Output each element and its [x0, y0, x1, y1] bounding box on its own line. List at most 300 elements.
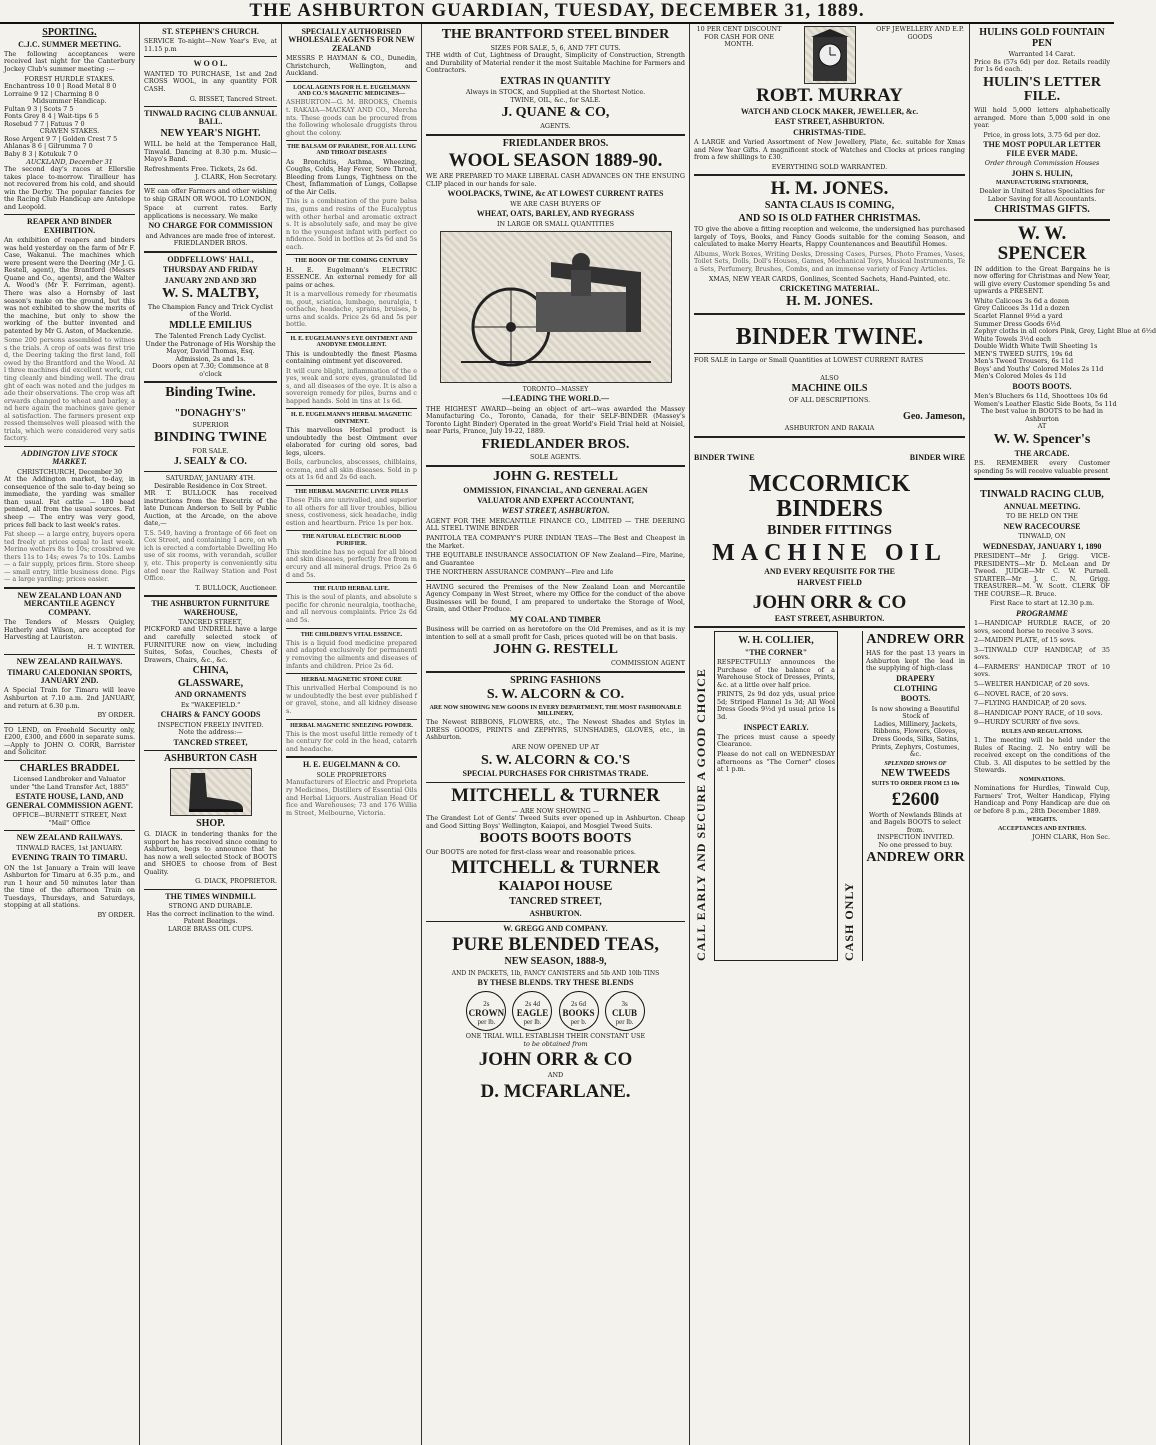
mcfarlane: D. MCFARLANE. — [480, 1080, 631, 1102]
hurdle-row: Lorraine 9 12 | Charming 8 0 — [4, 89, 99, 98]
binding-twine: BINDING TWINE — [154, 430, 267, 446]
addington-heading: ADDINGTON LIVE STOCK MARKET. — [21, 448, 118, 467]
bisset-sig: G. BISSET, Tancred Street. — [189, 94, 277, 103]
bullock-sig: T. BULLOCK, Auctioneer. — [195, 583, 277, 592]
spencer-text: IN addition to the Great Bargains he is now offering for Christmas and New Year, will give every Customer spending 5s and upwards a PRESENT. — [974, 264, 1110, 296]
coal-heading: MY COAL AND TIMBER — [510, 614, 601, 624]
tea-price: 2s — [483, 1000, 490, 1009]
wheat: WHEAT, OATS, BARLEY, AND RYEGRASS — [476, 209, 635, 219]
craven-row: Baby 8 3 | Kotukuk 7 0 — [4, 150, 78, 158]
column-2 — [140, 24, 282, 1445]
orr-address: EAST STREET, ASHBURTON. — [774, 613, 885, 623]
alcorn: S. W. ALCORN & CO. — [486, 687, 625, 703]
murray-heading: ROBT. MURRAY — [756, 85, 903, 106]
binder-twine: BINDER TWINE. — [735, 324, 924, 351]
agents-text: MESSRS P. HAYMAN & CO., Dunedin, Christchurch, Wellington, and Auckland. — [286, 54, 417, 78]
brantford-sizes: SIZES FOR SALE, 5, 6, AND 7FT CUTS. — [490, 43, 621, 52]
vertical-call-early: CALL EARLY AND SECURE A GOOD CHOICE — [694, 668, 708, 962]
cjc-intro: The following acceptances were received last night for the Canterbury Jockey Club's summer meeting :— — [4, 49, 135, 73]
alcorn-sub: ARE NOW SHOWING NEW GOODS IN EVERY DEPARTMENT, THE MOST FASHIONABLE MILLINERY, — [429, 704, 682, 718]
ornaments: AND ORNAMENTS — [174, 690, 247, 700]
nz-loan-sig: H. T. WINTER. — [87, 642, 135, 651]
furniture-text: PICKFORD and UNDRELL have a large and carefully selected stock of FURNITURE now on view, including Suites, Sofas, Couches, Chests of Drawers, Chairs, &c., &c. — [144, 625, 277, 664]
eye-body: It will cure blight, inflammation of the eyes, weak and sore eyes, granulated lids, and all diseases of the eye. It is also a sovereign remedy for piles, burns and chapped hands. Sold in tins at 1s 6d. — [286, 366, 417, 405]
clock-icon — [805, 27, 855, 83]
boots-banner: BOOTS BOOTS BOOTS — [479, 831, 632, 847]
price-gross: Price, in gross lots, 3.75 6d per doz. — [983, 130, 1101, 139]
acceptances: ACCEPTANCES AND ENTRIES. — [997, 825, 1087, 832]
sporting-heading: SPORTING. — [42, 27, 97, 38]
liver-heading: THE HERBAL MAGNETIC LIVER PILLS — [294, 488, 409, 495]
boom-body: It is a marvellous remedy for rheumatism, gout, sciatica, lumbago, neuralgia, toothache, headache, sprains, bruises, burns and scalds. Price 2s 6d and 5s per bottle. — [286, 290, 417, 329]
dealer: Dealer in United States Specialties for Labor Saving for all Accountants. — [979, 187, 1105, 203]
best-value: The best value in BOOTS to be had in Ashburton — [980, 407, 1104, 423]
andrew-orr-box — [862, 631, 965, 961]
letter-file: HULIN'S LETTER FILE. — [983, 74, 1101, 105]
discount: 10 PER CENT DISCOUNT FOR CASH FOR ONE MONTH. — [696, 25, 782, 49]
showing-col5: Is now showing a Beautiful Stock of — [871, 704, 960, 721]
hulins-price: Price 8s (57s 6d) per doz. Retails readily for 1s 6d each. — [974, 57, 1110, 74]
every-requisite: AND EVERY REQUISITE FOR THE — [764, 567, 895, 577]
braddel-text: Licensed Landbroker and Valuator under "the Land Transfer Act, 1885" — [10, 775, 129, 791]
gregg: W. GREGG AND COMPANY. — [503, 923, 608, 933]
jones-heading: H. M. JONES. — [770, 178, 889, 200]
christmas-tide: CHRISTMAS-TIDE. — [793, 127, 866, 137]
brantford-heading: THE BRANTFORD STEEL BINDER — [441, 27, 670, 42]
reaper-text: An exhibition of reapers and binders was held yesterday on the farm of Mr F. Case, Wakanui. The machines which were present were the Deering (Mr J. G. Restell, agent), the Brantford (Messrs Quane and Co., agents), and the Walter A. Wood's (Mr F. Ferriman, agent). There was also a Hornsby of last season's make on the ground, but this was not exhibited to show the merits of the machine, but only to show the working of the butter invented and patented by Mr G. Aston, of Mackenzie. — [4, 236, 135, 335]
ladies: Ladies, Millinery, Jackets, Ribbons, Flowers, Gloves, Dress Goods, Silks, Satins, Prints, Zephyrs, Costumes, &c. — [871, 719, 960, 759]
maltby-heading: W. S. MALTBY, — [162, 285, 259, 301]
machine-oil: MACHINE OIL — [712, 539, 947, 566]
list-item: White Towels 3½d each — [974, 334, 1051, 343]
new-tweeds: NEW TWEEDS — [881, 767, 950, 779]
strong: STRONG AND DURABLE. — [168, 902, 253, 911]
santa: SANTA CLAUS IS COMING, — [764, 200, 895, 212]
stone-heading: HERBAL MAGNETIC STONE CURE — [301, 677, 402, 684]
boot-illustration — [170, 768, 252, 816]
also: ALSO — [820, 373, 839, 382]
john-orr: JOHN ORR & CO — [478, 1049, 633, 1071]
race-item: 6—NOVEL RACE, of 20 sovs. — [974, 689, 1069, 698]
tinwald-races: TINWALD RACES, 1st JANUARY. — [16, 843, 123, 852]
wool-season-text: WE ARE PREPARED TO MAKE LIBERAL CASH ADVANCES ON THE ENSUING CLIP placed in our hands for sale. — [426, 172, 685, 188]
local-body: ASHBURTON—G. M. BROOKS, Chemist. RAKAIA—MACKAY AND CO., Merchants. These goods can be procured from the following wholesale druggists throughout the colony. — [286, 98, 417, 137]
wool-season: WOOL SEASON 1889-90. — [448, 150, 663, 172]
andrew-orr: ANDREW ORR — [866, 632, 965, 648]
harvest-field: HARVEST FIELD — [797, 577, 862, 587]
chairs: CHAIRS & FANCY GOODS — [160, 710, 261, 720]
order-through: Order through Commission Houses — [984, 158, 1100, 167]
rules: RULES AND REGULATIONS. — [1001, 728, 1083, 735]
addington-body: Fat sheep — a large entry, buyers operated freely at prices equal to last week. Merino wethers 8s to 10s; crossbred wethers 11s to 14s; ewes 7s to 10s. Lambs — a fair supply, prices firm. Store sheep — small entry, little business done. Pigs — a large yarding; prices easier. — [4, 530, 135, 584]
closed: Please do not call on WEDNESDAY afternoons as "The Corner" closes at 1 p.m. — [717, 750, 835, 774]
quane-agents: AGENTS. — [540, 122, 571, 131]
cash-buyers: WE ARE CASH BUYERS OF — [510, 199, 601, 208]
tancred-street: TANCRED STREET, — [178, 617, 243, 626]
racecourse: NEW RACECOURSE — [1003, 521, 1081, 531]
agents-heading: SPECIALLY AUTHORISED WHOLESALE AGENTS FOR NEW ZEALAND — [288, 27, 415, 53]
tea-price: 3s — [621, 1000, 628, 1009]
brantford-text: THE width of Cut, Lightness of Draught, Simplicity of Construction, Strength and Durability of Material render it the most Suitable Machine for Farmers and Contractors. — [426, 51, 685, 75]
machine-oils: MACHINE OILS — [791, 383, 868, 395]
wool-text: WANTED TO PURCHASE, 1st and 2nd CROSS WOOL, in any quantity FOR CASH. — [144, 69, 277, 93]
watch: WATCH AND CLOCK MAKER, JEWELLER, &c. — [740, 106, 919, 116]
column-4 — [422, 24, 690, 1445]
binding-heading: Binding Twine. — [165, 385, 256, 401]
herbal-body: Boils, carbuncles, abscesses, chilblains, eczema, and all skin diseases. Sold in pots at 1s 6d and 2s 6d each. — [286, 458, 417, 482]
race-item: 9—HURDY SCURRY of five sovs. — [974, 718, 1080, 727]
nominations-text: Nominations for Hurdles, Tinwald Cup, Farmers' Trot, Welter Handicap, Flying Handicap and Pony Handicap are due on or before 8 p.m., 28th December 1889. — [974, 784, 1110, 815]
jones-2: H. M. JONES. — [786, 294, 873, 310]
braddel-heading: CHARLES BRADDEL — [19, 762, 120, 774]
at: AT — [1037, 422, 1047, 431]
binder-text: FOR SALE in Large or Small Quantities at LOWEST CURRENT RATES — [694, 356, 924, 365]
oddfellows-heading: ODDFELLOWS' HALL, — [167, 254, 254, 264]
santa-2: AND SO IS OLD FATHER CHRISTMAS. — [738, 212, 921, 224]
the-corner: "THE CORNER" — [744, 647, 808, 657]
craven-heading: CRAVEN STAKES. — [39, 127, 100, 136]
midsummer-row: Rosebud 7 7 | Fatuus 7 0 — [4, 119, 85, 128]
list-item: Summer Dress Goods 6½d — [974, 319, 1061, 328]
jones-text: TO give the above a fitting reception and welcome, the undersigned has purchased largely of Toys, Books, and Fancy Goods suitable for the coming Season, and calculated to make Merry Hearts, Happy Countenances and Beautiful Homes. — [694, 225, 965, 249]
amount: £2600 — [891, 788, 940, 810]
restell-2: JOHN G. RESTELL — [493, 642, 618, 658]
spencers: W. W. Spencer's — [993, 432, 1091, 448]
windmill-text: Has the correct inclination to the wind. Patent Bearings. — [146, 909, 275, 926]
ashburton-col4: ASHBURTON. — [529, 908, 582, 918]
tea-badge — [559, 991, 599, 1031]
patronage: Under the Patronage of His Worship the Mayor, David Thomas, Esq. — [145, 339, 276, 356]
boom-text: H. E. Eugelmann's ELECTRIC ESSENCE. An external remedy for all pains or aches. — [286, 265, 417, 289]
liver-body: These Pills are unrivalled, and superior to all others for all liver troubles, biliousness, costiveness, sick headache, indigestion and heartburn. Price 1s per box. — [286, 496, 417, 527]
tea-name: EAGLE — [516, 1007, 549, 1018]
sealy: J. SEALY & CO. — [174, 456, 247, 468]
rail2-heading: NEW ZEALAND RAILWAYS. — [16, 833, 123, 843]
balsam-heading: THE BALSAM OF PARADISE, FOR ALL LUNG AND THROAT DISEASES — [287, 144, 416, 157]
arcade: THE ARCADE. — [1014, 448, 1070, 458]
john-hulin: JOHN S. HULIN, — [1011, 168, 1073, 178]
race-item: 5—WELTER HANDICAP, of 20 sovs. — [974, 680, 1090, 688]
column-3 — [282, 24, 422, 1445]
columns — [0, 24, 1156, 1445]
tancred-street-2: TANCRED STREET, — [173, 737, 248, 747]
list-item: Men's Colored Moles 4s 11d — [974, 372, 1067, 381]
cash-heading: ASHBURTON CASH — [163, 753, 258, 765]
nominations: NOMINATIONS. — [1019, 776, 1065, 783]
jameson: Geo. Jameson, — [903, 411, 965, 423]
clearance: The prices must cause a speedy Clearance. — [717, 732, 835, 749]
fluid-heading: THE FLUID HERBAL LIFE. — [313, 586, 390, 593]
list-item: Women's Leather Elastic Side Boots, 5s 11d — [974, 399, 1117, 408]
boot-icon — [171, 769, 251, 815]
church-heading: ST. STEPHEN'S CHURCH. — [162, 27, 259, 36]
auckland-date: AUCKLAND, December 31 — [26, 157, 113, 166]
hulins-heading: HULINS GOLD FOUNTAIN PEN — [979, 27, 1105, 49]
spencer-list — [974, 296, 1156, 381]
stock: Always in STOCK, and Supplied at the Shortest Notice. — [465, 88, 646, 97]
newyear-text: WILL be held at the Temperance Hall, Tinwald. Dancing at 8.30 p.m. Music—Mayo's Band. — [144, 140, 277, 164]
andrew-text: HAS for the past 13 years in Ashburton kept the lead in the supplying of high-class — [866, 648, 965, 673]
race-item: 7—FLYING HANDICAP, of 20 sovs. — [974, 699, 1087, 708]
nz-loan-text: The Tenders of Messrs Quigley, Hatherly and Wilson, are accepted for Harvesting at Lauriston. — [4, 618, 135, 642]
boots-heading: BOOTS BOOTS. — [1012, 381, 1072, 391]
by-order-2: BY ORDER. — [97, 910, 135, 919]
first-race: First Race to start at 12.30 p.m. — [989, 599, 1095, 608]
nz-loan-heading: NEW ZEALAND LOAN AND MERCANTILE AGENCY COMPANY. — [17, 590, 122, 617]
list-item: Scarlet Flannel 9½d a yard — [974, 311, 1063, 320]
having-text: HAVING secured the Premises of the New Zealand Loan and Mercantile Agency Company in West Street, where my Office for the conduct of the above Businesses will be found, I am prepared to undertake the Storage of Wool, Grain, and Other Produce. — [426, 582, 685, 614]
local-agents: LOCAL AGENTS FOR H. E. EUGELMANN AND CO.'S MAGNETIC MEDICINES— — [293, 84, 410, 98]
list-item: MEN'S TWEED SUITS, 19s 6d — [974, 349, 1073, 358]
hurdle-row: Midsummer Handicap. — [32, 97, 107, 106]
restell-sub: OMMISSION, FINANCIAL, AND GENERAL AGEN — [463, 485, 648, 495]
murray-top — [694, 26, 965, 84]
valuator: VALUATOR AND EXPERT ACCOUNTANT, — [477, 496, 634, 506]
leading: —LEADING THE WORLD.— — [501, 394, 610, 404]
officers: PRESIDENT—Mr J. Grigg. VICE-PRESIDENTS—Mr D. McLean and Dr Tweed. JUDGE—Mr C. W. Purnell. STARTER—Mr J. C. N. Grigg. TREASURER—M. W. Scott. CLERK OF THE COURSE—R. Bruce. — [974, 551, 1110, 598]
list-item: Zephyr cloths in all colors Pink, Grey, Light Blue at 6½d — [974, 327, 1156, 336]
masthead — [0, 0, 1114, 24]
brass-cups: LARGE BRASS OIL CUPS. — [167, 924, 254, 933]
hurdle-row: Enchantress 10 0 | Road Metal 8 0 — [4, 82, 117, 91]
tea-badge — [512, 991, 552, 1031]
boots-col5: BOOTS. — [900, 694, 931, 704]
tancred-street-col4: TANCRED STREET, — [509, 896, 602, 908]
herbal-heading: H. E. EUGELMANN'S HERBAL MAGNETIC OINTMENT. — [290, 412, 413, 425]
race-item: 8—HANDICAP PONY RACE, of 10 sovs. — [974, 708, 1103, 717]
boots-list — [974, 392, 1117, 408]
timaru-heading: TIMARU CALEDONIAN SPORTS, JANUARY 2ND. — [7, 667, 132, 686]
showing: — ARE NOW SHOWING — — [511, 806, 600, 815]
clark-sig-col6: JOHN CLARK, Hon Sec. — [1032, 832, 1110, 841]
mitchell-text: The Grandest Lot of Gents' Tweed Suits ever opened up in Ashburton. Cheap and Good Sitting Boys' Wellington, Kaiapoi, and Mosgiel Tweed Suits. — [426, 814, 685, 830]
weights: WEIGHTS. — [1026, 817, 1058, 824]
superior: SUPERIOR — [192, 420, 229, 429]
east-street: EAST STREET, ASHBURTON. — [774, 117, 885, 127]
binder-row — [694, 452, 965, 464]
sneezing-body: This is the most useful little remedy of the century for cold in the head, catarrh and headache. — [286, 729, 417, 753]
programme: PROGRAMME — [1015, 608, 1068, 618]
forest-hurdle: FOREST HURDLE STAKES. — [24, 74, 115, 83]
sole-agents: SOLE AGENTS. — [530, 453, 581, 462]
midsummer-row: Fultan 9 3 | Scots 7 5 — [4, 104, 74, 113]
timaru-text: A Special Train for Timaru will leave Ashburton at 7.10 a.m. 2nd JANUARY, and return at 6.30 p.m. — [4, 686, 135, 710]
special-purchases: SPECIAL PURCHASES FOR CHRISTMAS TRADE. — [462, 769, 649, 779]
andrew-orr-2: ANDREW ORR — [866, 850, 965, 866]
company: H. E. EUGELMANN & CO. — [302, 760, 401, 770]
collier: W. H. COLLIER, — [738, 635, 814, 647]
cjc-heading: C.J.C. SUMMER MEETING. — [18, 39, 121, 49]
alcorn-text: The Newest RIBBONS, FLOWERS, etc., The Newest Shades and Styles in DRESS GOODS, PRINTS and ZEPHYRS, SUNSHADES, GLOVES, etc., in Ashburton. — [426, 718, 685, 742]
trial: ONE TRIAL WILL ESTABLISH THEIR CONSTANT USE — [465, 1032, 646, 1041]
list-item: Men's Bluchers 6s 11d, Shoottees 10s 6d — [974, 392, 1108, 401]
amount-text: Worth of Newlands Blinds at and Bagels BOOTS to select from. — [869, 810, 962, 834]
friedlander-2: FRIEDLANDER BROS. — [481, 436, 630, 452]
manufacturing: MANUFACTURING STATIONER, — [995, 179, 1088, 186]
wool-heading: W O O L. — [193, 59, 228, 69]
list-item: Grey Calicoes 3s 11d a dozen — [974, 304, 1070, 313]
children-heading: THE CHILDREN'S VITAL ESSENCE. — [300, 631, 403, 638]
tins: AND IN PACKETS, 1lb, FANCY CANISTERS and 5lb AND 10lb TINS — [451, 969, 660, 977]
friedlander-heading: FRIEDLANDER BROS. — [502, 137, 609, 149]
space-text: Space at current rates. Early applications is necessary. We make — [144, 204, 277, 220]
now-open: ARE NOW OPENED UP AT — [511, 743, 600, 752]
bottom-split — [694, 631, 965, 961]
nerve-heading: THE NATURAL ELECTRIC BLOOD PURIFIER. — [301, 534, 402, 547]
refresh-text: Refreshments Free. Tickets, 2s 6d. — [144, 164, 258, 173]
splendid: SPLENDID SHOWS OF — [884, 760, 947, 767]
fittings: BINDER FITTINGS — [767, 523, 892, 539]
mccormick: MCCORMICK BINDERS — [748, 470, 911, 523]
diack-text: G. DIACK in tendering thanks for the support he has received since coming to Ashburton, begs to announce that he has now a well selected Stock of BOOTS and SHOES to choose from of Best Quality. — [144, 830, 277, 876]
company-body: Manufacturers of Electric and Proprietary Medicines, Distillers of Essential Oils and Herbal Liquors. Australian Head Office and Warehouses; 73 and 176 William Street, Melbourne, Victoria. — [286, 778, 417, 817]
rail-heading: NEW ZEALAND RAILWAYS. — [16, 657, 123, 667]
vertical-cash-only: CASH ONLY — [842, 882, 856, 962]
tinwald-club: TINWALD RACING CLUB, — [980, 489, 1104, 501]
cards: XMAS, NEW YEAR CARDS, Gonlines, Scented Sachets, Hand-Painted, etc. — [708, 274, 951, 283]
craven-row: Ahlanas 8 6 | Gilrumma 7 0 — [4, 142, 93, 151]
rules-text: 1. The meeting will be held under the Rules of Racing. 2. No entry will be received except on the conditions of the Club. 3. All disputes to be settled by the Stewards. — [974, 736, 1110, 775]
obtained: to be obtained from — [523, 1039, 588, 1048]
sole-proprietors: SOLE PROPRIETORS — [316, 770, 387, 779]
award-text: THE HIGHEST AWARD—being an object of art—was awarded the Massey Manufacturing Co., Toronto, Canada, for their SELF-BINDER (Massey's Toronto Light Binder) Operated in the great World's Field Trial held at Noisiel, near Paris, France, July 19-22, 1889. — [426, 404, 685, 436]
coal-text: Business will be carried on as heretofore on the Old Premises, and as it is my intention to sell at a small profit for Cash, prices quoted will be on that basis. — [426, 625, 685, 641]
pure-teas: PURE BLENDED TEAS, — [451, 934, 660, 956]
balsam-body: This is a combination of the pure balsams, gums and resins of the Eucalyptus with other herbal and aromatic extracts. It is absolutely safe, and may be given to the youngest infant with perfect confidence. Sold in bottles at 2s 6d and 5s each. — [286, 197, 417, 251]
west-street: WEST STREET, ASHBURTON. — [501, 506, 610, 516]
letter-text: Will hold 5,000 letters alphabetically arranged. More than 5,000 sold in one year. — [974, 106, 1110, 130]
admission: Admission, 2s and 1s. — [175, 354, 246, 363]
repairs: EVERYTHING SOLD WARRANTED. — [771, 162, 888, 171]
inspection: INSPECTION FREELY INVITED. — [157, 720, 264, 729]
tea-name: CROWN — [468, 1007, 505, 1018]
commission-agent: COMMISSION AGENT — [610, 659, 685, 668]
evening-text: ON the 1st January a Train will leave Ashburton for Timaru at 6.35 p.m., and run 1 hour and 50 minutes later than the time of the afternoon Train on Tuesdays, Thursdays, and Saturdays, stopping at all stations. — [4, 863, 135, 910]
toronto: TORONTO—MASSEY — [522, 386, 589, 394]
china: CHINA, — [192, 665, 229, 677]
agent-for: AGENT FOR THE MERCANTILE FINANCE CO., LIMITED — THE DEERING ALL STEEL TWINE BINDER — [426, 516, 685, 533]
diack-sig: G. DIACK, PROPRIETOR. — [195, 877, 277, 886]
eye-heading: H. E. EUGELMANN'S EYE OINTMENT AND ANODYNE EMOLLIENT. — [290, 335, 413, 349]
prints: PRINTS, 2s 9d doz yds, usual price 5d; Striped Flannel 1s 3d; All Wool Dress Goods 9½d yd usual price 1s 3d. — [717, 690, 835, 721]
list-item: Boys' and Youths' Colored Moles 2s 11d — [974, 364, 1104, 373]
warranted: Warranted 14 Carat. — [1008, 50, 1076, 58]
cricket: CRICKETING MATERIAL. — [779, 284, 880, 294]
doors: Doors open at 7.30; Commence at 8 o'clock — [152, 362, 269, 378]
held-on: TO BE HELD ON THE — [1006, 512, 1078, 521]
windmill-heading: THE TIMES WINDMILL — [165, 891, 256, 901]
friedlander-sig: FRIEDLANDER BROS. — [173, 239, 248, 248]
inspection-invited: INSPECTION INVITED. — [876, 833, 955, 842]
panitola: PANITOLA TEA COMPANY'S PURE INDIAN TEAS—The Best and Cheapest in the Market. — [426, 533, 685, 550]
extras: EXTRAS IN QUANTITY — [500, 75, 611, 87]
clothing: CLOTHING — [893, 683, 938, 693]
john-orr-col5: JOHN ORR & CO — [752, 591, 907, 613]
saturday: SATURDAY, JANUARY 4TH. — [165, 473, 256, 482]
try-blends: BY THESE BLENDS. TRY THESE BLENDS — [477, 977, 634, 987]
tea-name: CLUB — [612, 1007, 638, 1018]
collier-box — [714, 631, 838, 961]
column-6 — [970, 24, 1156, 1445]
boots-text: Our BOOTS are noted for first-class wear and reasonable prices. — [426, 847, 636, 856]
binder-wire: BINDER WIRE — [909, 452, 965, 462]
reaper-body: Some 200 persons assembled to witness the trials. A crop of oats was first tried, the Deering taking the first land, followed by the Brantford and the Wood. All three machines did excellent work, cutting cleanly and binding well. The draught of each was noted and the judges made their observations. The crop was afterwards changed to wheat and barley, and here again the machines gave general satisfaction. The farmers present expressed themselves well pleased with the trials, which were considered very satisfactory. — [4, 336, 135, 443]
residence: Desirable Residence in Cox Street. — [153, 481, 268, 490]
equitable: THE EQUITABLE INSURANCE ASSOCIATION OF New Zealand—Fire, Marine, and Guarantee — [426, 551, 685, 567]
eye-text: This is undoubtedly the finest Plasma containing ointment yet discovered. — [286, 349, 417, 366]
twine-oil: TWINE, OIL, &c., for SALE. — [510, 95, 601, 104]
race-item: 2—MAIDEN PLATE, of 15 sovs. — [974, 636, 1076, 645]
woolpacks: WOOLPACKS, TWINE, &c AT LOWEST CURRENT RATES — [447, 189, 664, 199]
craven-row: Rose Argent 9 7 | Golden Crest 7 5 — [4, 134, 118, 143]
kaiapoi-house: KAIAPOI HOUSE — [498, 879, 613, 895]
suits: SUITS TO ORDER FROM £3 10s — [871, 781, 960, 788]
mitchell-heading: MITCHELL & TURNER — [451, 784, 660, 806]
and: AND — [547, 1071, 564, 1080]
for-sale: FOR SALE. — [192, 446, 229, 455]
boom-heading: THE BOON OF THE COMING CENTURY — [294, 258, 409, 265]
glassware: GLASSWARE, — [177, 677, 244, 689]
new-season: NEW SEASON, 1888-9, — [504, 956, 607, 968]
column-1 — [0, 24, 140, 1445]
maltby-sub: The Champion Fancy and Trick Cyclist of the World. — [147, 302, 274, 319]
race-item: 3—TINWALD CUP HANDICAP, of 35 sovs. — [974, 645, 1110, 662]
race-list — [974, 620, 1110, 727]
restell-heading: JOHN G. RESTELL — [493, 469, 618, 484]
tea-unit: per lb. — [615, 1017, 634, 1026]
tea-unit: per lb. — [523, 1017, 542, 1026]
reaper-heading: REAPER AND BINDER EXHIBITION. — [27, 217, 112, 235]
stone-body: This unrivalled Herbal Compound is now undoubtedly the best ever published for gravel, stone, and all kidney diseases. — [286, 684, 417, 715]
no-one-pressed: No one pressed to buy. — [878, 840, 953, 849]
list-item: Double Width White Twill Sheeting 1s — [974, 342, 1098, 351]
furniture-heading: THE ASHBURTON FURNITURE WAREHOUSE, — [151, 599, 270, 617]
list-item: Men's Tweed Trousers, 6s 11d — [974, 357, 1074, 366]
fluid-body: This is the soul of plants, and absolute specific for chronic neuralgia, toothache, and all nervous complaints. Price 2s 6d and 5s. — [286, 593, 417, 625]
jan-dates: JANUARY 2ND AND 3RD — [164, 275, 257, 285]
tea-badge — [605, 991, 645, 1031]
tea-unit: per lb. — [477, 1017, 496, 1026]
northern: THE NORTHERN ASSURANCE COMPANY—Fire and Life — [426, 568, 614, 577]
nerve-body: This medicine has no equal for all blood and skin diseases, perfectly free from mercury and all mineral drugs. Price 2s 6d and 5s. — [286, 547, 417, 579]
tea-unit: per b. — [570, 1017, 587, 1026]
thursday: THURSDAY AND FRIDAY — [162, 265, 259, 275]
tea-price: 2s 4d — [524, 1000, 540, 1009]
race-item: 4—FARMERS' HANDICAP TROT of 10 sovs. — [974, 662, 1110, 679]
masthead-title: THE ASHBURTON GUARDIAN, TUESDAY, DECEMBER 31, 1889. — [249, 0, 865, 21]
reaper-binder-icon — [441, 232, 671, 382]
emilius-heading: MDLLE EMILIUS — [169, 319, 252, 331]
tinwald-ball-heading: TINWALD RACING CLUB ANNUAL BALL. — [144, 109, 277, 127]
estate-heading: ESTATE HOUSE, LAND, AND GENERAL COMMISSION AGENT. — [6, 792, 133, 810]
spring-fashions: SPRING FASHIONS — [510, 674, 601, 686]
binder-illustration — [440, 231, 672, 383]
children-body: This is a liquid food medicine prepared and adapted exclusively for permanently removing the ailments and diseases of infants and children. Price 2s 6d. — [286, 638, 417, 670]
wednesday: WEDNESDAY, JANUARY 1, 1890 — [982, 541, 1102, 551]
tinwald-on: TINWALD, ON — [1018, 532, 1066, 541]
xmas-text: A LARGE and Varied Assortment of New Jewellery, Plate, &c. suitable for Xmas and New Year Gifts. A magnificent stock of Watches and Clocks at prices ranging from a few shillings to £30. — [694, 138, 965, 162]
off-jewellery: OFF JEWELLERY AND E.P. GOODS — [876, 25, 964, 41]
inspect-early: INSPECT EARLY. — [743, 722, 809, 732]
spencer-heading: W. W. SPENCER — [997, 222, 1087, 264]
clark-sig: J. CLARK, Hon Secretary. — [195, 172, 277, 181]
tea-badges — [426, 989, 685, 1033]
annual-meeting: ANNUAL MEETING. — [1003, 501, 1081, 511]
emilius-sub: The Talented French Lady Cyclist. — [154, 332, 267, 341]
list-item: White Calicoes 3s 6d a dozen — [974, 296, 1070, 305]
popular: THE MOST POPULAR LETTER FILE EVER MADE. — [983, 140, 1101, 158]
by-order: BY ORDER. — [97, 711, 135, 720]
